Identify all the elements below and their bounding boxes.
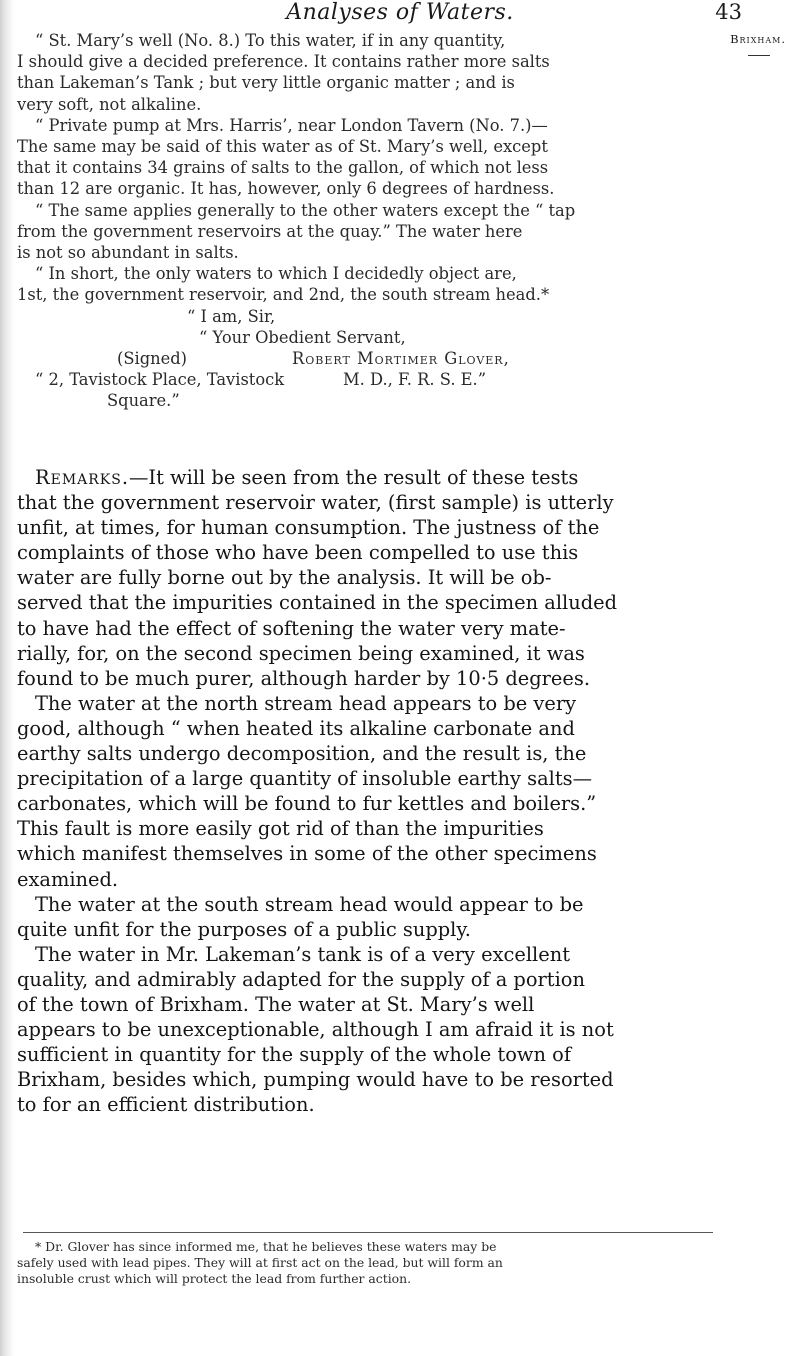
letter-line: The same may be said of this water as of St. Mary’s well, except [17,137,548,157]
remarks-line: that the government reservoir water, (first sample) is utterly [17,491,614,515]
remarks-heading: Remarks. [35,466,130,489]
footnote-line: insoluble crust which will protect the lead from further action. [17,1271,412,1287]
letter-line: I should give a decided preference. It contains rather more salts [17,52,550,72]
letter-servant: “ Your Obedient Servant, [199,327,406,347]
footnote-line: safely used with lead pipes. They will at first act on the lead, but will form an [17,1255,503,1271]
letter-line: that it contains 34 grains of salts to the gallon, of which not less [17,158,549,178]
letter-text [17,30,712,412]
letter-line: from the government reservoirs at the quay.” The water here [17,221,523,241]
remarks-section [17,465,712,1117]
footnote-rule [23,1232,713,1233]
remarks-line: which manifest themselves in some of the other specimens [17,842,597,866]
page-number: 43 [715,0,742,24]
remarks-line: served that the impurities contained in the specimen alluded [17,591,618,615]
remarks-line: to for an efficient distribution. [17,1093,315,1117]
remarks-line: The water in Mr. Lakeman’s tank is of a very excellent [35,942,571,966]
letter-line: 1st, the government reservoir, and 2nd, the south stream head.* [17,285,550,305]
remarks-line: found to be much purer, although harder by 10·5 degrees. [17,666,590,690]
remarks-line: The water at the south stream head would appear to be [35,892,584,916]
remarks-line: carbonates, which will be found to fur kettles and boilers.” [17,792,597,816]
footnote-line: * Dr. Glover has since informed me, that he believes these waters may be [35,1239,497,1254]
letter-closing: “ I am, Sir, [187,306,276,326]
side-note: Brixham. [730,32,786,46]
credentials: M. D., F. R. S. E.” [343,370,487,390]
letter-line: “ The same applies generally to the other waters except the “ tap [35,200,576,220]
remarks-line: appears to be unexceptionable, although I am afraid it is not [17,1018,614,1042]
remarks-line: good, although “ when heated its alkaline carbonate and [17,716,575,740]
page-header [0,0,800,26]
running-title: Analyses of Waters. [286,0,514,25]
remarks-line: examined. [17,867,119,891]
side-note-dash [748,55,770,56]
letter-line: than Lakeman’s Tank ; but very little organic matter ; and is [17,73,515,93]
address-line [17,369,712,390]
signed-name: Robert Mortimer Glover, [292,349,510,369]
letter-line: “ St. Mary’s well (No. 8.) To this water, if in any quantity, [35,31,506,50]
footnote [17,1239,717,1288]
remarks-line: quality, and admirably adapted for the supply of a portion [17,967,585,991]
remarks-line-text: —It will be seen from the result of these tests [129,466,579,489]
letter-line: “ In short, the only waters to which I decidedly object are, [35,264,517,284]
remarks-line: earthy salts undergo decomposition, and the result is, the [17,742,587,766]
signature-line [17,348,712,369]
remarks-line: rially, for, on the second specimen being examined, it was [17,641,585,665]
remarks-line: Brixham, besides which, pumping would have to be resorted [17,1068,614,1092]
remarks-line: to have had the effect of softening the water very mate- [17,616,566,640]
remarks-line [17,465,712,490]
letter-line: is not so abundant in salts. [17,243,239,263]
remarks-line: This fault is more easily got rid of than the impurities [17,817,544,841]
remarks-line: complaints of those who have been compelled to use this [17,541,579,565]
letter-line: “ Private pump at Mrs. Harris’, near London Tavern (No. 7.)— [35,115,548,135]
letter-line: very soft, not alkaline. [17,94,202,114]
remarks-line: sufficient in quantity for the supply of the whole town of [17,1043,571,1067]
letter-line: than 12 are organic. It has, however, only 6 degrees of hardness. [17,179,555,199]
remarks-line: The water at the north stream head appears to be very [35,691,577,715]
signed-label: (Signed) [117,349,188,369]
remarks-line: unfit, at times, for human consumption. The justness of the [17,516,600,540]
page-gutter-shadow [0,0,14,1356]
remarks-line: precipitation of a large quantity of insoluble earthy salts— [17,767,593,791]
remarks-line: of the town of Brixham. The water at St. Mary’s well [17,992,535,1016]
remarks-line: quite unfit for the purposes of a public supply. [17,917,471,941]
remarks-line: water are fully borne out by the analysis. It will be ob- [17,566,552,590]
address-continued: Square.” [107,391,180,411]
address: “ 2, Tavistock Place, Tavistock [35,370,285,390]
